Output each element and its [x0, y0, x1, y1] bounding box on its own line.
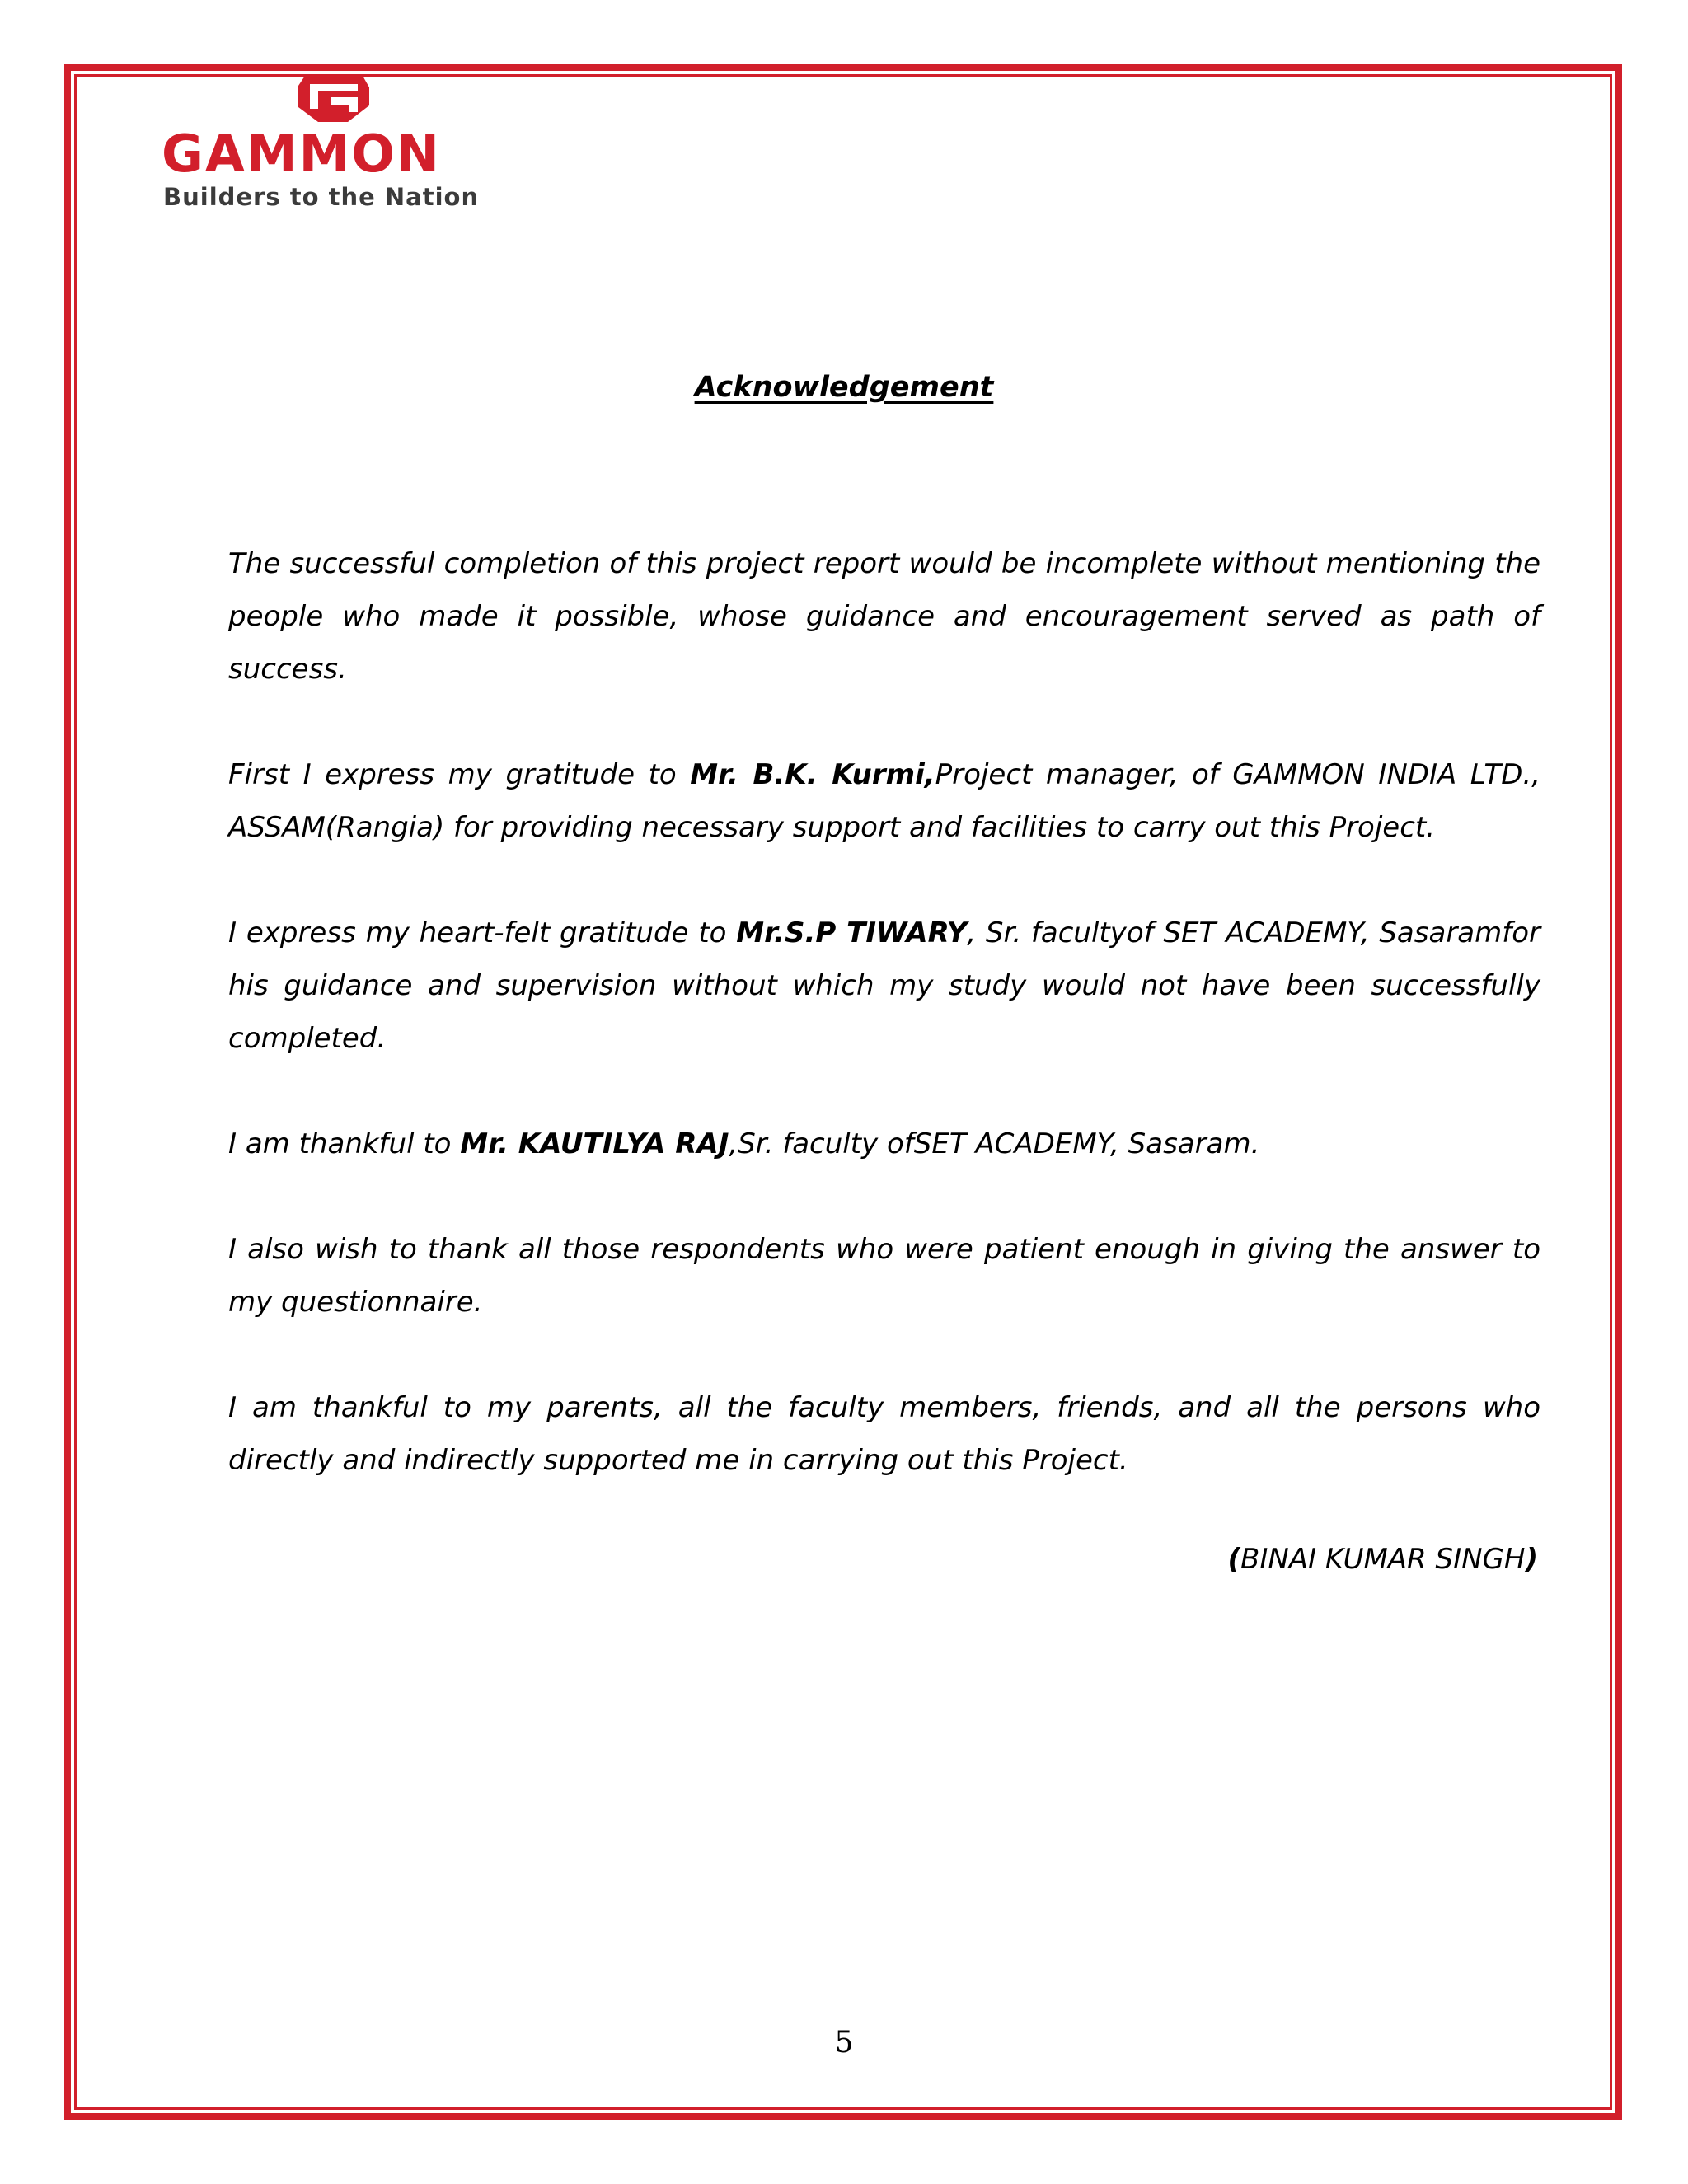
person-name: Mr. KAUTILYA RAJ: [460, 1127, 729, 1160]
gammon-g-logo-icon: [298, 76, 369, 122]
signature-name: BINAI KUMAR SINGH: [1240, 1543, 1526, 1576]
company-logo: [162, 76, 516, 216]
signature-paren-close: ): [1525, 1543, 1538, 1576]
paragraph-faculty: [228, 1118, 1540, 1170]
paragraph-project-manager: [228, 748, 1540, 854]
acknowledgement-body: [228, 537, 1540, 1540]
paragraph-intro: The successful completion of this project report would be incomplete without mentioning the people who made it possible, whose guidance and encouragement served as path of success.: [228, 547, 1540, 686]
paragraph-respondents: I also wish to thank all those respondents who were patient enough in giving the answer to my questionnaire.: [228, 1233, 1540, 1319]
signature-paren-open: (: [1227, 1543, 1240, 1576]
signature: [1227, 1543, 1538, 1576]
logo-wordmark: GAMMON: [162, 124, 441, 184]
text-segment: I express my heart-felt gratitude to: [228, 916, 737, 949]
text-segment: Project manager, of GAMMON INDIA LTD., ASSAM(Rangia) for providing necessary support and facilities to carry out this Project.: [228, 758, 1540, 844]
text-segment: I am thankful to: [228, 1127, 461, 1160]
logo-tagline: Builders to the Nation: [163, 183, 480, 211]
text-segment: First I express my gratitude to: [228, 758, 691, 791]
text-segment: ,Sr. faculty ofSET ACADEMY, Sasaram.: [729, 1127, 1260, 1160]
person-name: Mr. B.K. Kurmi,: [690, 758, 935, 791]
person-name: Mr.S.P TIWARY: [736, 916, 968, 949]
paragraph-senior-faculty: [228, 907, 1540, 1065]
page-title: Acknowledgement: [694, 371, 994, 404]
paragraph-family: I am thankful to my parents, all the faculty members, friends, and all the persons who directly and indirectly supported me in carrying out this Project.: [228, 1391, 1540, 1477]
page-number: 5: [834, 2026, 854, 2060]
text-segment: , Sr. facultyof SET ACADEMY, Sasaramfor his guidance and supervision without which my study would not have been successfully completed.: [228, 916, 1541, 1055]
